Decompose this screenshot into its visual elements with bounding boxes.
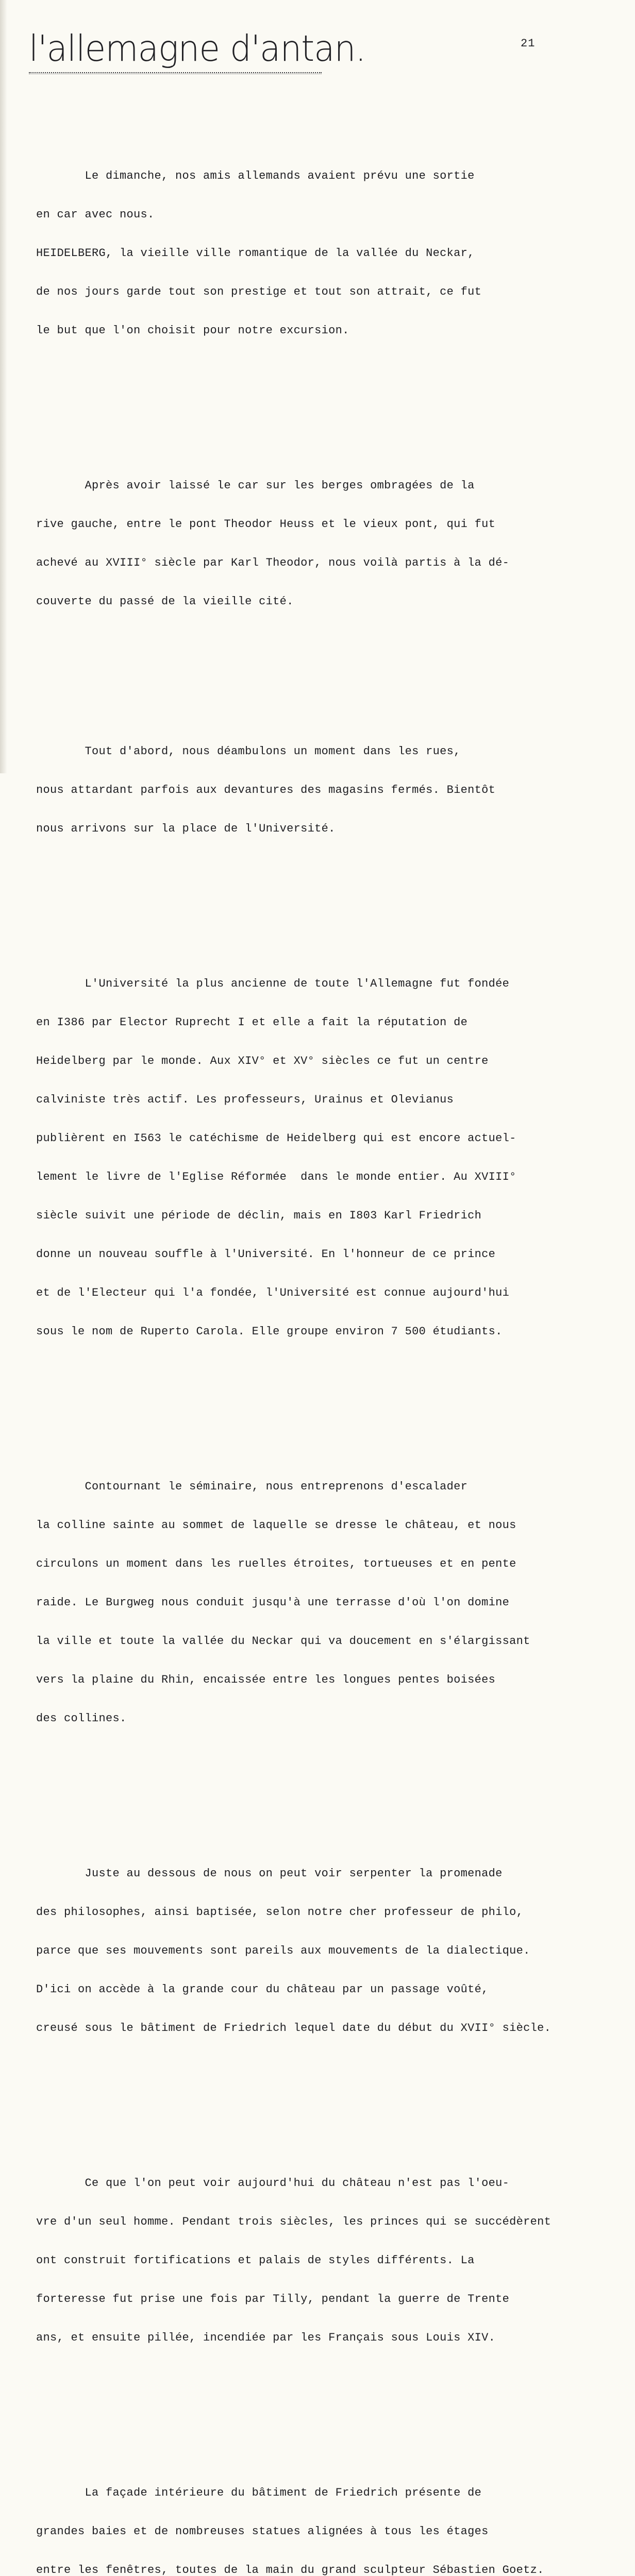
paragraph-1 [36, 144, 613, 363]
text-line: Ce que l'on peut voir aujourd'hui du château n'est pas l'oeu- [36, 2177, 510, 2190]
text-line: donne un nouveau souffle à l'Université. En l'honneur de ce prince [36, 1248, 496, 1261]
text-line: L'Université la plus ancienne de toute l'Allemagne fut fondée [36, 977, 510, 990]
page-title: l'allemagne d'antan. [29, 27, 366, 70]
text-line: lement le livre de l'Eglise Réformée dans le monde entier. Au XVIII° [36, 1171, 516, 1183]
paragraph-8 [36, 2461, 613, 2576]
paragraph-6 [36, 1841, 613, 2060]
text-line: achevé au XVIII° siècle par Karl Theodor, nous voilà partis à la dé- [36, 556, 510, 569]
text-line: nous attardant parfois aux devantures des magasins fermés. Bientôt [36, 784, 496, 796]
text-line: des philosophes, ainsi baptisée, selon notre cher professeur de philo, [36, 1906, 524, 1919]
text-line: siècle suivit une période de déclin, mais en I803 Karl Friedrich [36, 1209, 482, 1222]
text-line: circulons un moment dans les ruelles étroites, tortueuses et en pente [36, 1557, 516, 1570]
page-edge-shadow [0, 0, 7, 773]
title-underline [29, 72, 322, 73]
page-number: 21 [521, 37, 536, 50]
text-line: en car avec nous. [36, 208, 155, 221]
body-text [36, 105, 613, 2576]
text-line: nous arrivons sur la place de l'Université. [36, 822, 336, 835]
text-line: Tout d'abord, nous déambulons un moment dans les rues, [36, 745, 461, 758]
text-line: vers la plaine du Rhin, encaissée entre les longues pentes boisées [36, 1673, 496, 1686]
text-line: forteresse fut prise une fois par Tilly, pendant la guerre de Trente [36, 2293, 510, 2306]
paragraph-3 [36, 719, 613, 861]
paragraph-2 [36, 453, 613, 634]
text-line: grandes baies et de nombreuses statues alignées à tous les étages [36, 2525, 489, 2538]
text-line: parce que ses mouvements sont pareils aux mouvements de la dialectique. [36, 1944, 530, 1957]
text-line: creusé sous le bâtiment de Friedrich lequel date du début du XVII° siècle. [36, 2022, 552, 2035]
paragraph-5 [36, 1454, 613, 1751]
text-line: Le dimanche, nos amis allemands avaient prévu une sortie [36, 170, 475, 182]
text-line: Contournant le séminaire, nous entreprenons d'escalader [36, 1480, 468, 1493]
paragraph-4 [36, 952, 613, 1364]
text-line: D'ici on accède à la grande cour du château par un passage voûté, [36, 1983, 489, 1996]
text-line: ans, et ensuite pillée, incendiée par les Français sous Louis XIV. [36, 2331, 496, 2344]
text-line: publièrent en I563 le catéchisme de Heidelberg qui est encore actuel- [36, 1132, 516, 1145]
text-line: des collines. [36, 1712, 127, 1725]
text-line: entre les fenêtres, toutes de la main du grand sculpteur Sébastien Goetz. [36, 2564, 544, 2576]
text-line: raide. Le Burgweg nous conduit jusqu'à une terrasse d'où l'on domine [36, 1596, 510, 1609]
text-line: le but que l'on choisit pour notre excursion. [36, 324, 349, 337]
text-line: et de l'Electeur qui l'a fondée, l'Université est connue aujourd'hui [36, 1286, 510, 1299]
text-line: Heidelberg par le monde. Aux XIV° et XV° siècles ce fut un centre [36, 1055, 489, 1067]
text-line: la ville et toute la vallée du Neckar qui va doucement en s'élargissant [36, 1635, 530, 1648]
text-line: couverte du passé de la vieille cité. [36, 595, 294, 608]
paragraph-7 [36, 2151, 613, 2370]
text-line: HEIDELBERG, la vieille ville romantique de la vallée du Neckar, [36, 247, 475, 260]
text-line: vre d'un seul homme. Pendant trois siècles, les princes qui se succédèrent [36, 2215, 552, 2228]
text-line: calviniste très actif. Les professeurs, Urainus et Olevianus [36, 1093, 454, 1106]
text-line: Juste au dessous de nous on peut voir serpenter la promenade [36, 1867, 503, 1880]
text-line: la colline sainte au sommet de laquelle se dresse le château, et nous [36, 1519, 516, 1532]
text-line: sous le nom de Ruperto Carola. Elle groupe environ 7 500 étudiants. [36, 1325, 503, 1338]
text-line: ont construit fortifications et palais de styles différents. La [36, 2254, 475, 2267]
text-line: de nos jours garde tout son prestige et tout son attrait, ce fut [36, 285, 482, 298]
text-line: La façade intérieure du bâtiment de Friedrich présente de [36, 2486, 482, 2499]
text-line: en I386 par Elector Ruprecht I et elle a fait la réputation de [36, 1016, 468, 1029]
text-line: Après avoir laissé le car sur les berges ombragées de la [36, 479, 475, 492]
text-line: rive gauche, entre le pont Theodor Heuss et le vieux pont, qui fut [36, 518, 496, 531]
